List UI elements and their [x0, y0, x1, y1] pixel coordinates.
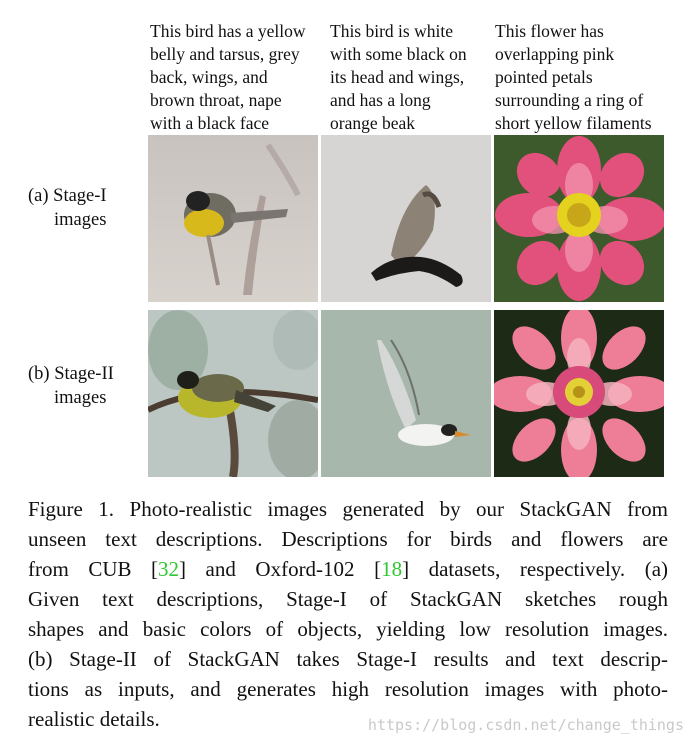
stage2-white-bird-image: [321, 310, 491, 477]
stage2-yellow-bird-image: [148, 310, 318, 477]
description-flower: This flower has overlapping pink pointed petals surrounding a ring of short yellow filaments: [495, 21, 652, 133]
row-label-stage-1: (a) Stage-I images: [28, 186, 107, 230]
description-bird-white: This bird is white with some black on its head and wings, and has a long orange beak: [330, 21, 467, 133]
stage2-pink-flower-image: [494, 310, 664, 477]
description-bird-yellow: This bird has a yellow belly and tarsus, grey back, wings, and brown throat, nape with a black face: [150, 21, 306, 133]
stage1-yellow-bird-image: [148, 135, 318, 302]
stage1-pink-flower-image: [494, 135, 664, 302]
caption-line-3: from CUB [32] and Oxford-102 [18] datasets, respectively. (a): [28, 557, 669, 581]
watermark: https://blog.csdn.net/change_things: [367, 716, 684, 734]
figure-caption: Figure 1. Photo-realistic images generated by our StackGAN from unseen text descriptions. Descriptions for birds and flowers are from CUB [32] and Oxford-102 [18] datasets, respectively. (a) Given text descriptions, Stage-I of StackGAN sketches rough shapes and basic colors of objects, yielding low resolution images. (b) Stage-II of StackGAN takes Stage-I results and text descrip- tions as inputs, and generates high resolution images with photo- realistic details.: [28, 497, 669, 731]
citation-link-32[interactable]: 32: [158, 557, 180, 581]
stage1-white-bird-image: [321, 135, 491, 302]
row-label-stage-2: (b) Stage-II images: [28, 364, 114, 408]
citation-link-18[interactable]: 18: [381, 557, 403, 581]
